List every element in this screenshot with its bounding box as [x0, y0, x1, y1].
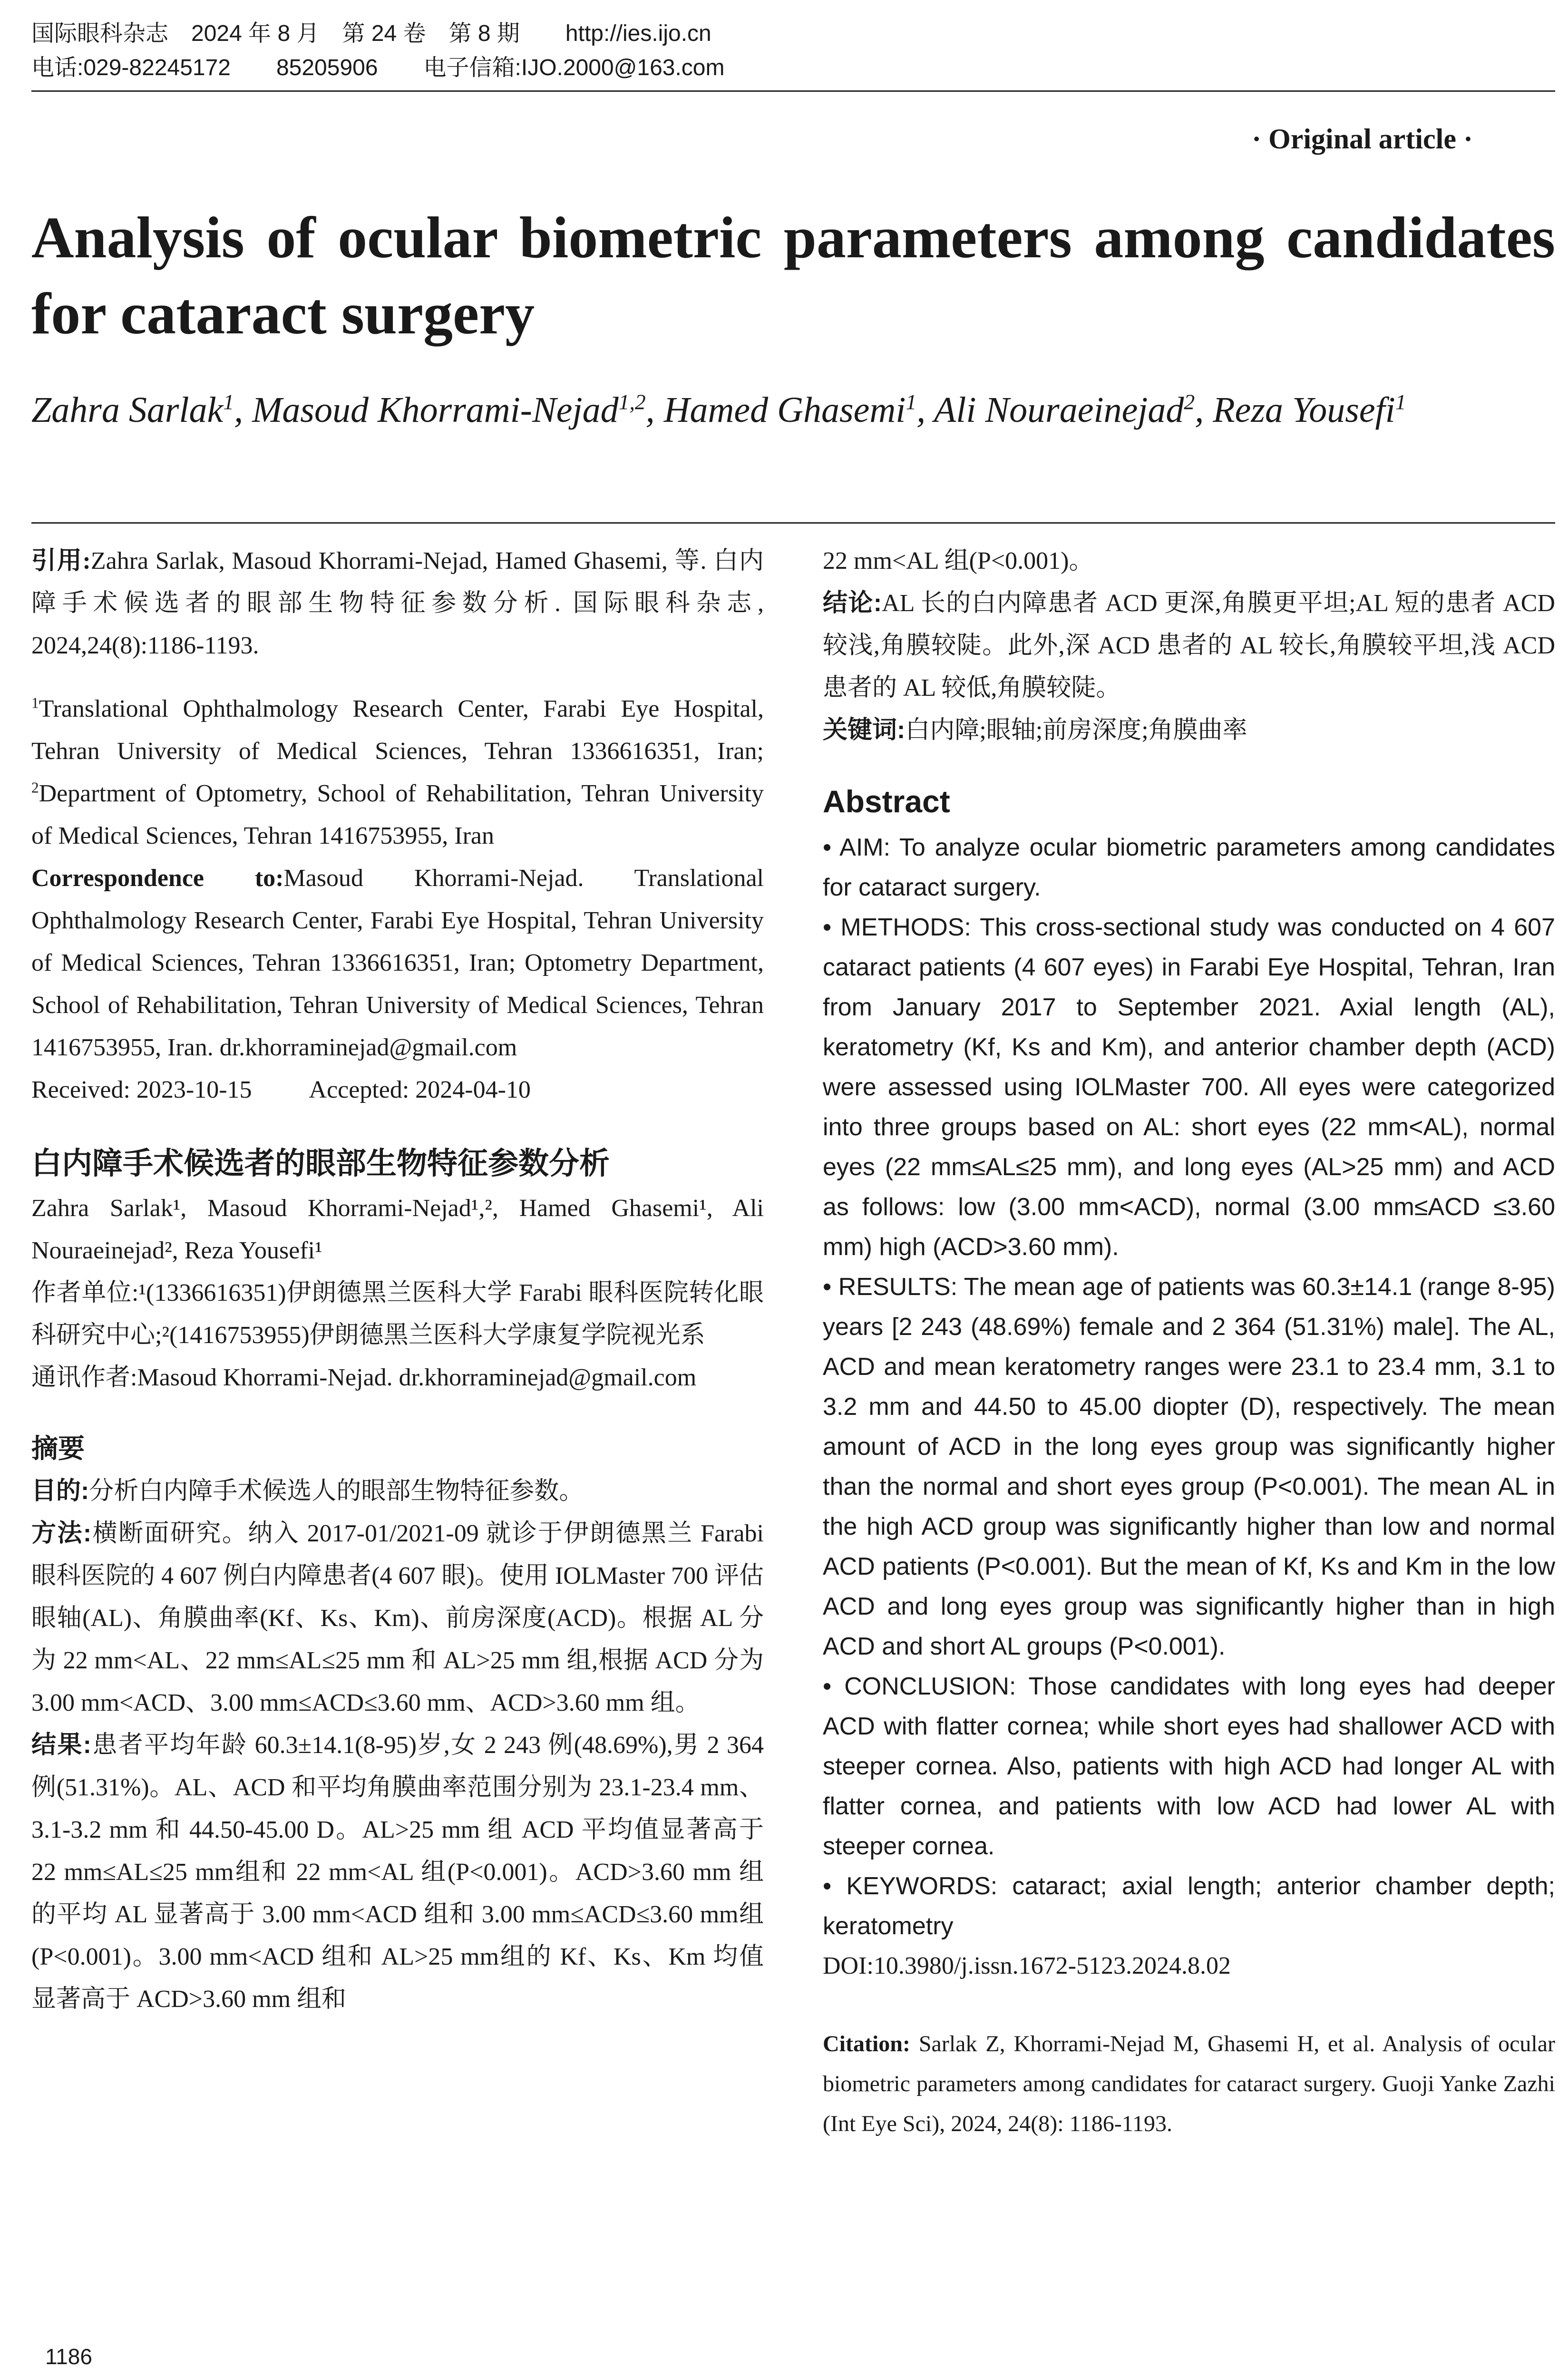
- cn-keywords: 关键词:白内障;眼轴;前房深度;角膜曲率: [823, 716, 1247, 744]
- abstract-aim: • AIM: To analyze ocular biometric parameters among candidates for cataract surgery.: [823, 834, 1555, 901]
- abstract-heading: Abstract: [823, 784, 950, 819]
- author: Reza Yousefi$^1$: [1213, 390, 1406, 430]
- abstract-conclusion: • CONCLUSION: Those candidates with long eyes had deeper ACD with flatter cornea; while short eyes had shallower ACD with steeper cornea. Also, patients with high ACD had longer AL with flatter cornea, and patients with low ACD had lower AL with steeper cornea.: [823, 1673, 1555, 1860]
- cn-method: 方法:横断面研究。纳入 2017-01/2021-09 就诊于伊朗德黑兰 Farabi 眼科医院的 4 607 例白内障患者(4 607 眼)。使用 IOLMaster 700 评估眼轴(AL)、角膜曲率(Kf、Ks、Km)、前房深度(ACD)。根据 AL 分为 22 mm<AL、22 mm≤AL≤25 mm 和 AL>25 mm 组,根据 ACD 分为 3.00 mm<ACD、3.00 mm≤ACD≤3.60 mm、ACD>3.60 mm 组。: [31, 1520, 764, 1716]
- cn-conclusion: 结论:AL 长的白内障患者 ACD 更深,角膜更平坦;AL 短的患者 ACD 较浅,角膜较陡。此外,深 ACD 患者的 AL 较长,角膜较平坦,浅 ACD 患者的 AL 较低,角膜较陡。: [823, 589, 1555, 701]
- article-title: Analysis of ocular biometric parameters among candidates for cataract surgery: [31, 205, 1555, 346]
- abstract-keywords: • KEYWORDS: cataract; axial length; anterior chamber depth; keratometry: [823, 1872, 1555, 1940]
- journal-header-line1: 国际眼科杂志 2024 年 8 月 第 24 卷 第 8 期 http://ies.ijo.cn: [31, 21, 711, 46]
- header-rule: [31, 90, 1555, 92]
- author-list: [31, 384, 1555, 436]
- cn-unit: 作者单位:¹(1336616351)伊朗德黑兰医科大学 Farabi 眼科医院转化眼科研究中心;²(1416753955)伊朗德黑兰医科大学康复学院视光系: [31, 1279, 764, 1349]
- right-column: [823, 540, 1555, 2144]
- journal-header-line2: 电话:029-82245172 85205906 电子信箱:IJO.2000@163.com: [31, 55, 725, 80]
- cn-abstract-heading: 摘要: [31, 1433, 85, 1463]
- title-rule: [31, 522, 1555, 524]
- cn-result: 结果:患者平均年龄 60.3±14.1(8-95)岁,女 2 243 例(48.69%),男 2 364 例(51.31%)。AL、ACD 和平均角膜曲率范围分别为 23.1-23.4 mm、3.1-3.2 mm 和 44.50-45.00 D。AL>25 mm 组 ACD 平均值显著高于 22 mm≤AL≤25 mm组和 22 mm<AL 组(P<0.001)。ACD>3.60 mm 组的平均 AL 显著高于 3.00 mm<ACD 组和 3.00 mm≤ACD≤3.60 mm组(P<0.001)。3.00 mm<ACD 组和 AL>25 mm组的 Kf、Ks、Km 均值显著高于 ACD>3.60 mm 组和: [31, 1731, 764, 2013]
- cn-citation: 引用:Zahra Sarlak, Masoud Khorrami-Nejad, Hamed Ghasemi, 等. 白内障手术候选者的眼部生物特征参数分析. 国际眼科杂志, 2024,24(8):1186-1193.: [31, 547, 764, 659]
- article-type: · Original article ·: [1252, 123, 1473, 155]
- page-number: 1186: [45, 2344, 92, 2369]
- cn-result-continued: 22 mm<AL 组(P<0.001)。: [823, 547, 1094, 575]
- cn-article-title: 白内障手术候选者的眼部生物特征参数分析: [31, 1146, 610, 1180]
- abstract-methods: • METHODS: This cross-sectional study was conducted on 4 607 cataract patients (4 607 eyes) in Farabi Eye Hospital, Tehran, Iran from January 2017 to September 2021. Axial length (AL), keratometry (Kf, Ks and Km), and anterior chamber depth (ACD) were assessed using IOLMaster 700. All eyes were categorized into three groups based on AL: short eyes (22 mm<AL), normal eyes (22 mm≤AL≤25 mm), and long eyes (AL>25 mm) and ACD as follows: low (3.00 mm<ACD), normal (3.00 mm≤ACD ≤3.60 mm) high (ACD>3.60 mm).: [823, 914, 1555, 1261]
- correspondence: Correspondence to:Masoud Khorrami-Nejad. Translational Ophthalmology Research Center, Farabi Eye Hospital, Tehran University of Medical Sciences, Tehran 1336616351, Iran; Optometry Department, School of Rehabilitation, Tehran University of Medical Sciences, Tehran 1416753955, Iran. dr.khorraminejad@gmail.com: [31, 865, 764, 1061]
- left-column: [31, 540, 764, 2020]
- cn-correspondence: 通讯作者:Masoud Khorrami-Nejad. dr.khorraminejad@gmail.com: [31, 1364, 697, 1391]
- dates: Received: 2023-10-15 Accepted: 2024-04-10: [31, 1076, 531, 1103]
- cn-purpose: 目的:分析白内障手术候选人的眼部生物特征参数。: [31, 1477, 584, 1505]
- affiliations: $^1$Translational Ophthalmology Research Center, Farabi Eye Hospital, Tehran University of Medical Sciences, Tehran 1336616351, Iran; $^2$Department of Optometry, School of Rehabilitation, Tehran University of Medical Sciences, Tehran 1416753955, Iran: [31, 694, 764, 849]
- abstract-results: • RESULTS: The mean age of patients was 60.3±14.1 (range 8-95) years [2 243 (48.69%) female and 2 364 (51.31%) male]. The AL, ACD and mean keratometry ranges were 23.1 to 23.4 mm, 3.1 to 3.2 mm and 44.50 to 45.00 diopter (D), respectively. The mean amount of ACD in the long eyes group was significantly higher than the normal and short eyes group (P<0.001). The mean AL in the high ACD group was significantly higher than low and normal ACD patients (P<0.001). But the mean of Kf, Ks and Km in the low ACD and long eyes group was significantly higher than in high ACD and short AL groups (P<0.001).: [823, 1273, 1555, 1660]
- doi: DOI:10.3980/j.issn.1672-5123.2024.8.02: [823, 1952, 1231, 1979]
- english-citation: Citation: Sarlak Z, Khorrami-Nejad M, Ghasemi H, et al. Analysis of ocular biometric parameters among candidates for cataract surgery. Guoji Yanke Zazhi (Int Eye Sci), 2024, 24(8): 1186-1193.: [823, 2031, 1556, 2136]
- author: Ali Nouraeinejad$^2$,: [934, 390, 1213, 430]
- author: Zahra Sarlak$^1$,: [31, 390, 253, 430]
- cn-authors: Zahra Sarlak¹, Masoud Khorrami-Nejad¹,², Hamed Ghasemi¹, Ali Nouraeinejad², Reza Yousefi¹: [31, 1195, 764, 1264]
- author: Hamed Ghasemi$^1$,: [663, 390, 934, 430]
- author: Masoud Khorrami-Nejad$^{1,2}$,: [252, 390, 664, 430]
